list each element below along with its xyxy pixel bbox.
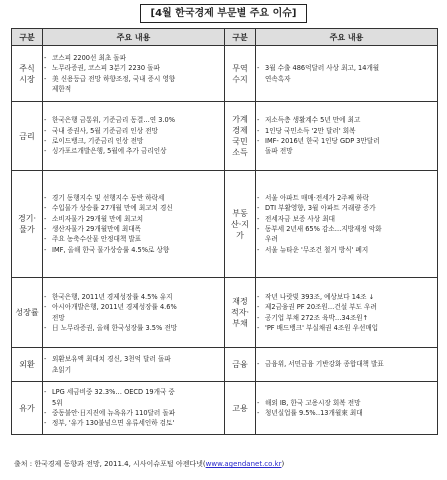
category-cell-left [12,382,43,435]
content-cell-left [43,348,225,382]
category-cell-left [12,46,43,102]
table-row [12,46,438,102]
content-cell-right [256,102,438,171]
list-item: 돌파 전망 [265,147,293,156]
list-item: 우려 [265,235,278,244]
category-cell-left [12,348,43,382]
list-item: - 제2금융권 PF 20조원…건설 부도 우려 [256,302,437,312]
category-cell-right [225,382,256,435]
issue-list [43,193,224,255]
list-item: - 국내 증권사, 5월 기준금리 인상 전망 [43,126,224,136]
list-item: - 한국은행, 2011년 경제성장률 4.5% 유지 [43,292,224,302]
content-cell-right [256,171,438,278]
content-cell-left [43,278,225,348]
list-item: - 생산자물가 29개월만에 최대폭 [43,224,224,234]
header-content-left: 주요 내용 [43,29,225,46]
list-item: - 3월 수출 486억달러 사상 최고, 14개월 [256,63,437,73]
category-label: 시장 [19,74,35,84]
issue-list [256,115,437,157]
table-row [12,102,438,171]
content-cell-right [256,382,438,435]
header-category-right: 구분 [225,29,256,46]
source-link[interactable]: www.agendanet.co.kr [205,460,282,468]
content-cell-right [256,46,438,102]
issue-list [256,193,437,255]
category-label: 국민 [232,137,248,146]
header-row [12,29,438,46]
list-item: - 1인당 국민소득 '2만 달러' 회복 [256,126,437,136]
list-item: - 싱가포르개발은행, 5월에 추가 금리인상 [43,146,224,156]
issue-list [43,115,224,157]
list-item: - 日 노무라증권, 올해 한국성장률 3.5% 전망 [43,323,224,333]
list-item: - 외환보유액 최대치 경신, 3천억 달러 돌파 [43,354,224,364]
list-item: - 'PF 배드뱅크' 부실채권 4조원 우선매입 [256,323,437,333]
list-item: - 저소득층 생활계수 5년 만에 최고 [256,115,437,125]
category-label: 재정 [232,297,248,306]
category-cell-right [225,348,256,382]
list-item: 연속흑자 [265,74,291,83]
list-item: - DTI 부활영향, 3월 아파트 거래량 증가 [256,203,437,213]
list-item: - 금융위, 서민금융 기반강화 종합대책 발표 [256,359,437,369]
list-item: - 해외 IB, 한국 고용시장 회복 전망 [256,398,437,408]
list-item: - 동부세 2년새 65% 감소…지방재정 악화 [256,224,437,234]
table-row [12,171,438,278]
category-label: 수지 [232,74,248,84]
category-label: 성장률 [15,308,39,317]
header-category-left: 구분 [12,29,43,46]
page-title: [4월 한국경제 부문별 주요 이슈] [140,4,308,23]
category-label: 부동 [232,208,248,218]
list-item: - 공기업 부채 272조 육박…34조원↑ [256,313,437,323]
list-item: 제한적 [52,84,72,93]
category-label: 가계 [232,115,248,124]
issue-list [43,53,224,95]
content-cell-right [256,278,438,348]
category-label: 산·지 [231,219,249,229]
list-item: - 서울 뉴타운 '무조건 철거 방식' 폐지 [256,245,437,255]
category-label: 금융 [232,360,248,369]
content-cell-left [43,382,225,435]
category-label: 가 [236,230,244,240]
list-item: - 경기 동행지수 및 선행지수 동반 하락세 [43,193,224,203]
source-close: ) [281,460,285,468]
category-label: 유가 [19,403,35,413]
content-cell-left [43,46,225,102]
table-row [12,278,438,348]
table-row [12,348,438,382]
category-label: 외환 [19,360,35,369]
category-label: 물가 [19,225,35,234]
list-item: - 소비자물가 29개월 만에 최고치 [43,214,224,224]
category-cell-right [225,171,256,278]
list-item: - 정부, '유가 130불넘으면 유류세인하 검토' [43,418,224,428]
issue-list [256,63,437,84]
category-cell-right [225,102,256,171]
category-label: 부채 [232,319,248,328]
list-item: 초읽기 [52,365,72,374]
category-cell-right [225,278,256,348]
issues-table [11,28,438,435]
source-footer [14,459,284,469]
source-text: 출처 : 한국경제 동향과 전망, 2011.4, 시사이슈포털 아젠다넷( [14,460,206,468]
issue-list [43,354,224,375]
list-item: - 중동불안·日지진에 뉴욕유가 110달러 돌파 [43,408,224,418]
table-row [12,382,438,435]
issue-list [256,398,437,419]
list-item: - 로이드뱅크, 기준금리 인상 전망 [43,136,224,146]
category-label: 주식 [19,63,35,73]
list-item: - 작년 나랏빚 393조, 예상보다 14조 ↓ [256,292,437,302]
list-item: - 코스피 2200선 최초 돌파 [43,53,224,63]
issue-list [43,387,224,429]
category-cell-left [12,102,43,171]
category-label: 금리 [19,131,35,141]
list-item: - 전세자금 보증 사상 최대 [256,214,437,224]
content-cell-right [256,348,438,382]
header-content-right: 주요 내용 [256,29,438,46]
list-item: - 청년실업률 9.5%‥13개월來 최대 [256,408,437,418]
list-item: - LPG 세금비중 32.3%… OECD 19개국 중 [43,387,224,397]
list-item: - IMF, 올해 한국 물가상승률 4.5%로 상향 [43,245,224,255]
issue-list [256,359,437,369]
list-item: - 노무라증권, 코스피 3분기 2230 돌파 [43,63,224,73]
category-cell-left [12,278,43,348]
issue-list [43,292,224,334]
content-cell-left [43,171,225,278]
category-label: 경제 [232,126,248,135]
list-item: - 서울 아파트 매매·전세가 2주째 하락 [256,193,437,203]
list-item: 전망 [52,313,65,322]
list-item: 5위 [52,398,63,407]
category-label: 경기· [18,214,36,223]
title-area [0,0,447,26]
list-item: - 아시아개발은행, 2011년 경제성장률 4.6% [43,302,224,312]
issue-list [256,292,437,334]
category-label: 고용 [232,403,248,413]
content-cell-left [43,102,225,171]
list-item: - 주요 농축수산물 안정대책 발표 [43,234,224,244]
category-cell-right [225,46,256,102]
list-item: - 한국은행 금통위, 기준금리 동결…연 3.0% [43,115,224,125]
category-label: 무역 [232,63,248,73]
category-label: 소득 [232,148,248,157]
list-item: - 美 신용등급 전망 하향조정, 국내 증시 영향 [43,74,224,84]
list-item: - IMF- 2016년 한국 1인당 GDP 3만달러 [256,136,437,146]
category-label: 적자· [231,308,249,317]
list-item: - 수입물가 상승률 27개월 만에 최고치 경신 [43,203,224,213]
category-cell-left [12,171,43,278]
